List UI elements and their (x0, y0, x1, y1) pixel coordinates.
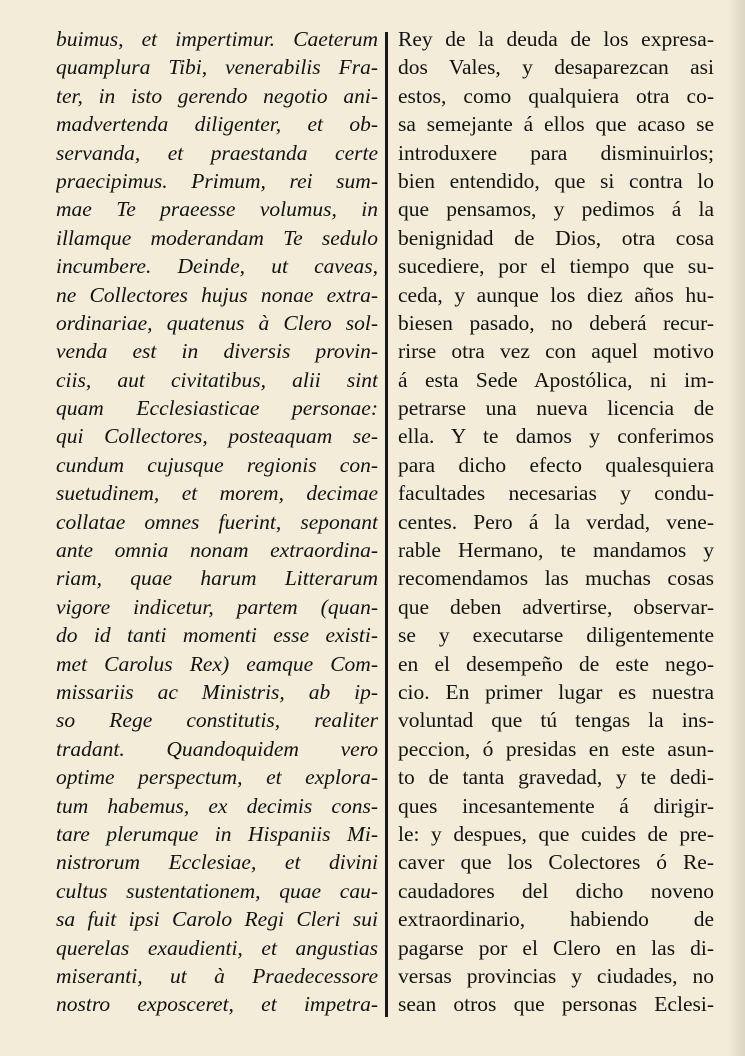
text-line: illamque moderandam Te sedulo (56, 225, 378, 250)
text-line: ella. Y te damos y conferimos (398, 424, 714, 449)
text-line: tradant. Quandoquidem vero (56, 736, 378, 761)
text-line: cundum cujusque regionis con- (56, 452, 378, 477)
text-line: sucediere, por el tiempo que su- (398, 254, 714, 279)
text-line: ques incesantemente á dirigir- (398, 793, 714, 818)
text-line: á esta Sede Apostólica, ni im- (398, 367, 714, 392)
text-line: en el desempeño de este nego- (398, 651, 714, 676)
text-line: querelas exaudienti, et angustias (56, 935, 378, 960)
text-line: facultades necesarias y condu- (398, 481, 714, 506)
text-line: Rey de la deuda de los expresa- (398, 27, 714, 51)
text-line: bien entendido, que si contra lo (398, 168, 714, 193)
text-line: sean otros que personas Eclesi- (398, 992, 714, 1017)
page-edge-shadow (727, 0, 745, 1056)
text-line: mae Te praeesse volumus, in (56, 197, 378, 222)
text-line: biesen pasado, no deberá recur- (398, 310, 714, 335)
spanish-text-column (398, 25, 714, 1019)
text-line: recomendamos las muchas cosas (398, 566, 714, 591)
text-line: missariis ac Ministris, ab ip- (56, 679, 378, 704)
text-line: praecipimus. Primum, rei sum- (56, 168, 378, 193)
text-line: ciis, aut civitatibus, alii sint (56, 367, 378, 392)
text-line: rable Hermano, te mandamos y (398, 538, 714, 563)
text-line: met Carolus Rex) eamque Com- (56, 651, 378, 676)
text-line: ante omnia nonam extraordina- (56, 538, 378, 563)
text-line: introduxere para disminuirlos; (398, 140, 714, 165)
column-divider (385, 32, 388, 1017)
text-line: ter, in isto gerendo negotio ani- (56, 83, 378, 108)
text-line: caudadores del dicho noveno (398, 878, 714, 903)
text-line: que deben advertirse, observar- (398, 594, 714, 619)
text-line: ceda, y aunque los diez años hu- (398, 282, 714, 307)
text-line: suetudinem, et morem, decimae (56, 481, 378, 506)
text-line: le: y despues, que cuides de pre- (398, 821, 714, 846)
text-line: versas provincias y ciudades, no (398, 963, 714, 988)
text-line: pagarse por el Clero en las di- (398, 935, 714, 960)
text-line: cio. En primer lugar es nuestra (398, 679, 714, 704)
text-line: voluntad que tú tengas la ins- (398, 708, 714, 733)
text-line: tum habemus, ex decimis cons- (56, 793, 378, 818)
latin-text-column (56, 25, 378, 1019)
text-line: vigore indicetur, partem (quan- (56, 594, 378, 619)
text-line: nistrorum Ecclesiae, et divini (56, 850, 378, 875)
text-line: collatae omnes fuerint, seponant (56, 509, 378, 534)
text-line: miseranti, ut à Praedecessore (56, 963, 378, 988)
text-line: nostro exposceret, et impetra- (56, 992, 378, 1017)
text-line: incumbere. Deinde, ut caveas, (56, 254, 378, 279)
text-line: madvertenda diligenter, et ob- (56, 112, 378, 137)
text-line: benignidad de Dios, otra cosa (398, 225, 714, 250)
text-line: que pensamos, y pedimos á la (398, 197, 714, 222)
text-line: optime perspectum, et explora- (56, 765, 378, 790)
text-line: petrarse una nueva licencia de (398, 396, 714, 421)
text-line: rirse otra vez con aquel motivo (398, 339, 714, 364)
text-line: centes. Pero á la verdad, vene- (398, 509, 714, 534)
text-line: extraordinario, habiendo de (398, 907, 714, 932)
text-line: ne Collectores hujus nonae extra- (56, 282, 378, 307)
text-line: do id tanti momenti esse existi- (56, 623, 378, 648)
text-line: para dicho efecto qualesquiera (398, 452, 714, 477)
text-line: buimus, et impertimur. Caeterum (56, 27, 378, 51)
text-line: servanda, et praestanda certe (56, 140, 378, 165)
text-line: cultus sustentationem, quae cau- (56, 878, 378, 903)
text-line: se y executarse diligentemente (398, 623, 714, 648)
text-line: sa fuit ipsi Carolo Regi Cleri sui (56, 907, 378, 932)
text-line: estos, como qualquiera otra co- (398, 83, 714, 108)
text-line: quamplura Tibi, venerabilis Fra- (56, 55, 378, 80)
text-line: venda est in diversis provin- (56, 339, 378, 364)
text-line: caver que los Colectores ó Re- (398, 850, 714, 875)
text-line: riam, quae harum Litterarum (56, 566, 378, 591)
text-line: sa semejante á ellos que acaso se (398, 112, 714, 137)
text-line: tare plerumque in Hispaniis Mi- (56, 821, 378, 846)
text-line: quam Ecclesiasticae personae: (56, 396, 378, 421)
text-line: dos Vales, y desaparezcan asi (398, 55, 714, 80)
text-line: to de tanta gravedad, y te dedi- (398, 765, 714, 790)
text-line: peccion, ó presidas en este asun- (398, 736, 714, 761)
text-line: qui Collectores, posteaquam se- (56, 424, 378, 449)
text-line: so Rege constitutis, realiter (56, 708, 378, 733)
text-line: ordinariae, quatenus à Clero sol- (56, 310, 378, 335)
